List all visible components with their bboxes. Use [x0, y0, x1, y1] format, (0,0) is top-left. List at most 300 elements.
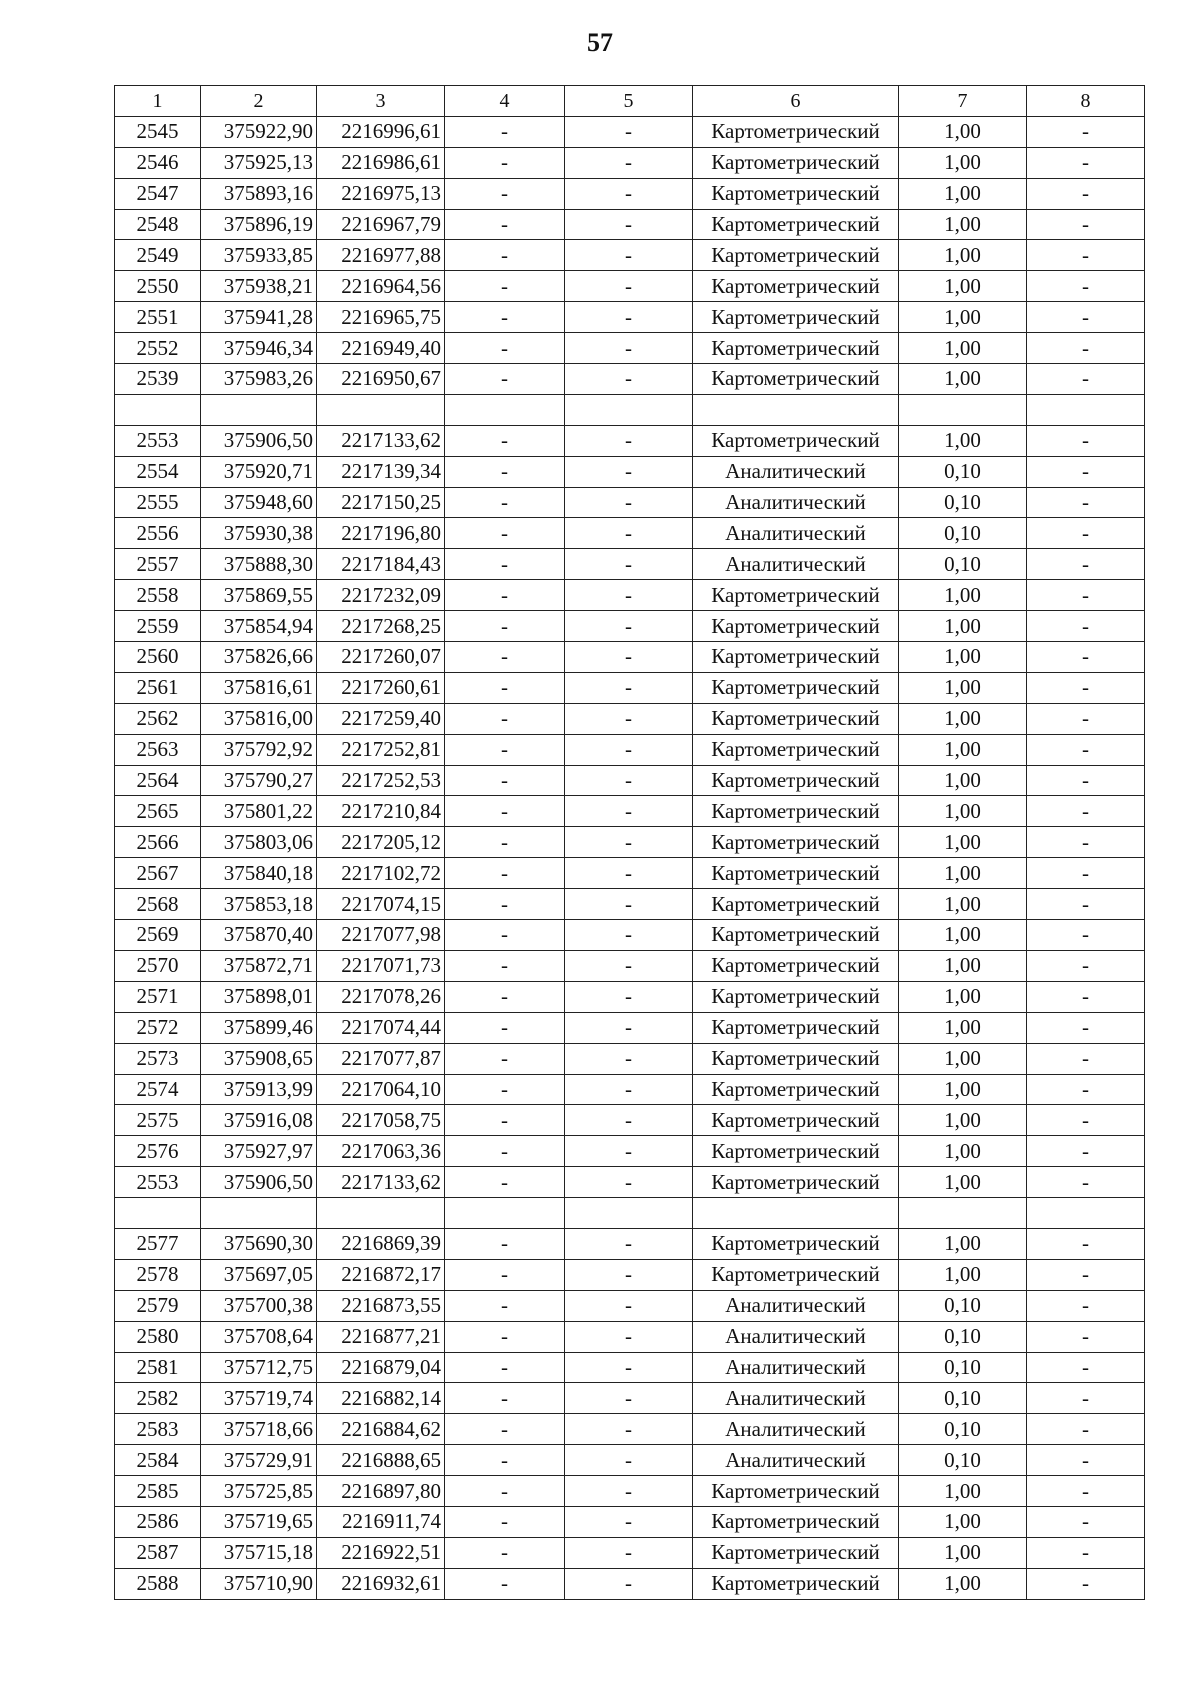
table-cell: -	[565, 1414, 693, 1445]
table-cell: -	[1027, 364, 1145, 395]
table-cell: 2565	[115, 796, 201, 827]
table-cell: 2553	[115, 425, 201, 456]
table-cell: -	[565, 1537, 693, 1568]
table-cell: -	[1027, 796, 1145, 827]
table-cell: 2586	[115, 1506, 201, 1537]
table-cell: 2216965,75	[317, 302, 445, 333]
table-cell: 2571	[115, 981, 201, 1012]
table-cell: 0,10	[899, 487, 1027, 518]
table-cell: 2578	[115, 1259, 201, 1290]
table-cell: -	[565, 1136, 693, 1167]
table-cell: 375941,28	[201, 302, 317, 333]
table-cell: 375930,38	[201, 518, 317, 549]
table-cell: -	[565, 456, 693, 487]
table-row	[115, 1228, 1145, 1259]
table-cell: 375946,34	[201, 333, 317, 364]
table-cell: -	[1027, 1136, 1145, 1167]
table-cell: -	[565, 950, 693, 981]
table-row	[115, 734, 1145, 765]
table-cell: Картометрический	[693, 672, 899, 703]
table-cell: 2546	[115, 147, 201, 178]
table-cell: -	[445, 858, 565, 889]
table-cell: -	[1027, 920, 1145, 951]
table-cell: -	[1027, 1568, 1145, 1599]
table-row	[115, 1476, 1145, 1507]
column-header: 1	[115, 86, 201, 117]
table-cell: 1,00	[899, 703, 1027, 734]
table-cell: 2216872,17	[317, 1259, 445, 1290]
table-cell: 1,00	[899, 920, 1027, 951]
table-cell: 1,00	[899, 302, 1027, 333]
table-cell: -	[1027, 116, 1145, 147]
table-cell: 375853,18	[201, 889, 317, 920]
table-cell: 2217078,26	[317, 981, 445, 1012]
table-cell: -	[565, 703, 693, 734]
table-row	[115, 1012, 1145, 1043]
column-header: 6	[693, 86, 899, 117]
table-cell: Картометрический	[693, 271, 899, 302]
table-cell: -	[1027, 1476, 1145, 1507]
table-cell: 2584	[115, 1445, 201, 1476]
table-cell: Картометрический	[693, 1506, 899, 1537]
table-cell: 375899,46	[201, 1012, 317, 1043]
table-cell: -	[565, 1506, 693, 1537]
table-row	[115, 1352, 1145, 1383]
table-row	[115, 1321, 1145, 1352]
table-cell: -	[565, 1321, 693, 1352]
table-cell: 2585	[115, 1476, 201, 1507]
table-cell: 375872,71	[201, 950, 317, 981]
column-header: 5	[565, 86, 693, 117]
table-cell: 2216873,55	[317, 1290, 445, 1321]
table-cell: 375719,65	[201, 1506, 317, 1537]
table-cell: 2217074,44	[317, 1012, 445, 1043]
table-cell: 2216996,61	[317, 116, 445, 147]
table-cell: -	[445, 1167, 565, 1198]
table-cell: 2217252,53	[317, 765, 445, 796]
table-cell: 2217102,72	[317, 858, 445, 889]
table-cell: -	[445, 703, 565, 734]
table-cell: -	[445, 1537, 565, 1568]
table-cell: 375938,21	[201, 271, 317, 302]
table-cell: -	[565, 549, 693, 580]
table-cell: 1,00	[899, 858, 1027, 889]
table-cell: 2217210,84	[317, 796, 445, 827]
table-cell: 1,00	[899, 734, 1027, 765]
table-cell: 375826,66	[201, 642, 317, 673]
table-cell: 1,00	[899, 271, 1027, 302]
table-cell: -	[1027, 1537, 1145, 1568]
table-cell	[317, 1198, 445, 1229]
table-cell: -	[565, 765, 693, 796]
table-cell: Картометрический	[693, 1167, 899, 1198]
table-cell: -	[565, 240, 693, 271]
table-cell	[115, 394, 201, 425]
table-cell: 2217150,25	[317, 487, 445, 518]
table-row	[115, 858, 1145, 889]
table-cell: 2588	[115, 1568, 201, 1599]
table-row	[115, 1198, 1145, 1229]
table-cell: 375715,18	[201, 1537, 317, 1568]
table-cell: 1,00	[899, 178, 1027, 209]
table-cell: 2579	[115, 1290, 201, 1321]
table-cell: -	[445, 456, 565, 487]
table-cell: Картометрический	[693, 116, 899, 147]
table-cell: -	[565, 1445, 693, 1476]
table-cell: Картометрический	[693, 1043, 899, 1074]
table-cell: 375803,06	[201, 827, 317, 858]
table-cell: 1,00	[899, 642, 1027, 673]
table-cell: 2548	[115, 209, 201, 240]
table-cell: 375925,13	[201, 147, 317, 178]
table-cell: -	[1027, 703, 1145, 734]
table-cell: 2547	[115, 178, 201, 209]
table-cell: 375870,40	[201, 920, 317, 951]
table-cell	[899, 1198, 1027, 1229]
table-cell: Картометрический	[693, 209, 899, 240]
table-cell: 2217268,25	[317, 611, 445, 642]
table-row	[115, 642, 1145, 673]
table-cell: -	[445, 642, 565, 673]
table-cell: 2582	[115, 1383, 201, 1414]
table-row	[115, 1167, 1145, 1198]
table-cell: 375729,91	[201, 1445, 317, 1476]
table-cell: -	[565, 1352, 693, 1383]
table-cell: 1,00	[899, 333, 1027, 364]
table-row	[115, 333, 1145, 364]
table-cell: -	[445, 611, 565, 642]
table-cell: -	[565, 302, 693, 333]
table-cell: -	[445, 1074, 565, 1105]
table-cell: -	[1027, 302, 1145, 333]
table-cell: -	[565, 920, 693, 951]
table-cell: 2574	[115, 1074, 201, 1105]
table-cell: -	[445, 333, 565, 364]
table-cell: Картометрический	[693, 1136, 899, 1167]
table-cell	[317, 394, 445, 425]
table-cell: 2551	[115, 302, 201, 333]
table-cell: 2217196,80	[317, 518, 445, 549]
table-cell: Картометрический	[693, 580, 899, 611]
table-cell: 0,10	[899, 1321, 1027, 1352]
table-cell: Картометрический	[693, 178, 899, 209]
table-cell: -	[1027, 1228, 1145, 1259]
table-cell: 375898,01	[201, 981, 317, 1012]
table-cell: -	[1027, 1414, 1145, 1445]
table-cell: -	[1027, 1383, 1145, 1414]
table-cell: Аналитический	[693, 1383, 899, 1414]
table-cell	[115, 1198, 201, 1229]
table-cell: 2216879,04	[317, 1352, 445, 1383]
table-cell: 375712,75	[201, 1352, 317, 1383]
table-cell: -	[1027, 642, 1145, 673]
table-cell: 375801,22	[201, 796, 317, 827]
table-row	[115, 1074, 1145, 1105]
table-cell: 2557	[115, 549, 201, 580]
table-cell: 2583	[115, 1414, 201, 1445]
table-cell: Картометрический	[693, 1074, 899, 1105]
table-cell: -	[1027, 1012, 1145, 1043]
table-cell: 375790,27	[201, 765, 317, 796]
table-cell: -	[445, 1568, 565, 1599]
table-cell: 2562	[115, 703, 201, 734]
table-cell: 2552	[115, 333, 201, 364]
table-cell: -	[445, 1414, 565, 1445]
table-cell: Картометрический	[693, 796, 899, 827]
table-cell: 1,00	[899, 1476, 1027, 1507]
table-cell: -	[565, 827, 693, 858]
table-cell: 1,00	[899, 1167, 1027, 1198]
table-row	[115, 1537, 1145, 1568]
table-cell: 2217259,40	[317, 703, 445, 734]
table-cell: 1,00	[899, 1506, 1027, 1537]
column-header: 7	[899, 86, 1027, 117]
table-cell: 1,00	[899, 672, 1027, 703]
table-cell: 2216949,40	[317, 333, 445, 364]
table-row	[115, 518, 1145, 549]
table-cell: Картометрический	[693, 981, 899, 1012]
table-row	[115, 394, 1145, 425]
table-cell: Картометрический	[693, 1476, 899, 1507]
table-cell	[1027, 394, 1145, 425]
table-cell	[201, 394, 317, 425]
table-cell: 1,00	[899, 209, 1027, 240]
table-cell: -	[1027, 981, 1145, 1012]
table-row	[115, 1445, 1145, 1476]
table-row	[115, 1105, 1145, 1136]
table-row	[115, 487, 1145, 518]
table-cell: -	[565, 981, 693, 1012]
table-cell: 2217063,36	[317, 1136, 445, 1167]
table-cell: -	[1027, 333, 1145, 364]
table-cell: -	[1027, 425, 1145, 456]
table-cell: Аналитический	[693, 549, 899, 580]
table-cell: 1,00	[899, 889, 1027, 920]
table-cell: 2216977,88	[317, 240, 445, 271]
table-cell: 375718,66	[201, 1414, 317, 1445]
column-header: 4	[445, 86, 565, 117]
table-cell: 2217232,09	[317, 580, 445, 611]
table-row	[115, 425, 1145, 456]
table-cell: -	[1027, 889, 1145, 920]
table-row	[115, 703, 1145, 734]
table-cell: 2216911,74	[317, 1506, 445, 1537]
table-cell: 2217260,07	[317, 642, 445, 673]
table-cell: -	[1027, 271, 1145, 302]
table-cell: 2572	[115, 1012, 201, 1043]
table-cell: -	[445, 1259, 565, 1290]
table-cell: Аналитический	[693, 1352, 899, 1383]
table-cell: 375920,71	[201, 456, 317, 487]
table-cell: 375854,94	[201, 611, 317, 642]
table-cell: 375896,19	[201, 209, 317, 240]
table-cell: -	[1027, 487, 1145, 518]
table-cell: 1,00	[899, 1105, 1027, 1136]
table-cell: -	[445, 796, 565, 827]
table-cell: 375906,50	[201, 1167, 317, 1198]
table-row	[115, 178, 1145, 209]
table-cell	[693, 394, 899, 425]
table-cell: 2216950,67	[317, 364, 445, 395]
table-cell: -	[445, 827, 565, 858]
table-cell: 2217260,61	[317, 672, 445, 703]
table-cell: 2216869,39	[317, 1228, 445, 1259]
table-cell: 2217074,15	[317, 889, 445, 920]
column-header: 8	[1027, 86, 1145, 117]
table-row	[115, 672, 1145, 703]
table-cell: 2217071,73	[317, 950, 445, 981]
table-cell: 2554	[115, 456, 201, 487]
table-cell: 1,00	[899, 1043, 1027, 1074]
table-cell: -	[445, 765, 565, 796]
table-cell: -	[1027, 549, 1145, 580]
table-cell: -	[445, 889, 565, 920]
table-cell	[1027, 1198, 1145, 1229]
table-cell: -	[445, 920, 565, 951]
table-cell: 1,00	[899, 580, 1027, 611]
table-cell: -	[565, 1074, 693, 1105]
table-cell: 2545	[115, 116, 201, 147]
table-cell: Картометрический	[693, 364, 899, 395]
table-cell: -	[565, 889, 693, 920]
table-cell: 2216932,61	[317, 1568, 445, 1599]
table-cell: -	[445, 950, 565, 981]
table-cell: -	[445, 672, 565, 703]
table-cell: -	[1027, 209, 1145, 240]
table-cell: -	[1027, 672, 1145, 703]
table-cell: 2217133,62	[317, 1167, 445, 1198]
table-cell: 2216897,80	[317, 1476, 445, 1507]
table-cell: 375725,85	[201, 1476, 317, 1507]
table-cell: Картометрический	[693, 302, 899, 333]
table-row	[115, 1043, 1145, 1074]
table-cell: -	[565, 642, 693, 673]
table-cell: 2216877,21	[317, 1321, 445, 1352]
table-cell: Аналитический	[693, 1445, 899, 1476]
column-header: 2	[201, 86, 317, 117]
table-cell: Картометрический	[693, 734, 899, 765]
table-cell: -	[445, 147, 565, 178]
table-cell: 2570	[115, 950, 201, 981]
table-cell	[201, 1198, 317, 1229]
table-cell: -	[565, 147, 693, 178]
table-cell: 2561	[115, 672, 201, 703]
table-cell: 2555	[115, 487, 201, 518]
table-cell: 1,00	[899, 116, 1027, 147]
table-cell: 2217205,12	[317, 827, 445, 858]
table-cell: 2553	[115, 1167, 201, 1198]
table-row	[115, 271, 1145, 302]
table-cell: 375888,30	[201, 549, 317, 580]
table-cell: 375906,50	[201, 425, 317, 456]
table-cell: 2216888,65	[317, 1445, 445, 1476]
table-cell: -	[445, 1043, 565, 1074]
table-body	[115, 116, 1145, 1599]
table-cell: 375700,38	[201, 1290, 317, 1321]
table-cell: -	[445, 1012, 565, 1043]
table-cell: 2217077,87	[317, 1043, 445, 1074]
table-cell: 2550	[115, 271, 201, 302]
table-cell: 1,00	[899, 981, 1027, 1012]
table-cell: Аналитический	[693, 487, 899, 518]
table-cell: 1,00	[899, 796, 1027, 827]
column-header: 3	[317, 86, 445, 117]
table-cell: -	[565, 611, 693, 642]
table-cell	[565, 394, 693, 425]
table-cell: -	[1027, 1259, 1145, 1290]
table-cell: Аналитический	[693, 1414, 899, 1445]
table-cell: -	[1027, 1167, 1145, 1198]
table-cell: 0,10	[899, 1383, 1027, 1414]
table-cell: Картометрический	[693, 889, 899, 920]
table-row	[115, 981, 1145, 1012]
table-row	[115, 364, 1145, 395]
table-cell: -	[445, 981, 565, 1012]
table-cell: 375710,90	[201, 1568, 317, 1599]
table-cell: -	[445, 271, 565, 302]
table-cell: -	[565, 178, 693, 209]
table-cell: 375927,97	[201, 1136, 317, 1167]
table-cell: -	[565, 487, 693, 518]
table-cell: -	[445, 580, 565, 611]
table-cell: 375719,74	[201, 1383, 317, 1414]
table-row	[115, 827, 1145, 858]
table-cell: 1,00	[899, 1136, 1027, 1167]
table-cell: -	[445, 1290, 565, 1321]
table-cell: Картометрический	[693, 1568, 899, 1599]
table-cell: 2217139,34	[317, 456, 445, 487]
table-cell: Картометрический	[693, 425, 899, 456]
table-cell	[445, 1198, 565, 1229]
table-row	[115, 1568, 1145, 1599]
table-cell: 375816,00	[201, 703, 317, 734]
table-cell: 2563	[115, 734, 201, 765]
table-cell: 2577	[115, 1228, 201, 1259]
table-cell: 1,00	[899, 1228, 1027, 1259]
table-cell: Картометрический	[693, 858, 899, 889]
table-cell: 2569	[115, 920, 201, 951]
table-cell: -	[565, 1476, 693, 1507]
table-cell: 2217252,81	[317, 734, 445, 765]
table-cell: Картометрический	[693, 920, 899, 951]
table-cell: 2576	[115, 1136, 201, 1167]
table-cell: 2564	[115, 765, 201, 796]
table-cell: Картометрический	[693, 1105, 899, 1136]
table-row	[115, 950, 1145, 981]
table-cell: 1,00	[899, 147, 1027, 178]
table-cell: -	[1027, 765, 1145, 796]
table-cell: 1,00	[899, 950, 1027, 981]
table-cell: -	[1027, 1445, 1145, 1476]
table-cell: -	[445, 1506, 565, 1537]
table-cell: 2568	[115, 889, 201, 920]
table-cell: 2558	[115, 580, 201, 611]
table-cell: 2217184,43	[317, 549, 445, 580]
table-cell: 2217058,75	[317, 1105, 445, 1136]
table-cell: -	[565, 333, 693, 364]
table-cell: 1,00	[899, 425, 1027, 456]
table-cell: -	[445, 116, 565, 147]
table-row	[115, 1136, 1145, 1167]
table-cell: 1,00	[899, 1259, 1027, 1290]
table-cell: 1,00	[899, 611, 1027, 642]
table-cell: -	[565, 734, 693, 765]
table-cell: -	[565, 1105, 693, 1136]
table-cell: Аналитический	[693, 1321, 899, 1352]
table-row	[115, 1259, 1145, 1290]
table-cell: 375933,85	[201, 240, 317, 271]
table-cell: -	[445, 1321, 565, 1352]
